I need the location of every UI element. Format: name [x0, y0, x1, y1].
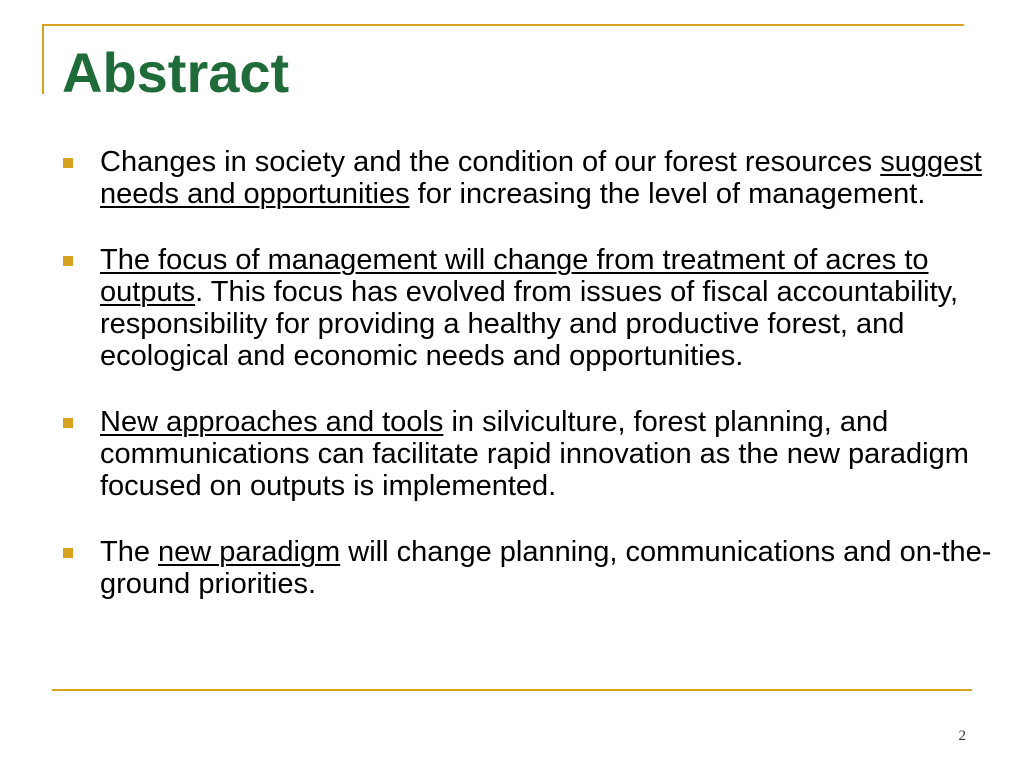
slide-title: Abstract: [62, 41, 290, 104]
bullet-text-segment: in silviculture, forest planning, and communications can facilitate rapid innovation as the new paradigm focused on outputs is implemented.: [100, 406, 969, 502]
bullet-text-segment: Changes in society and the condition of our forest resources: [100, 146, 881, 178]
bullet-item: [62, 146, 992, 210]
bullet-item: [62, 406, 992, 502]
square-bullet-icon: [63, 548, 73, 558]
bullet-item: [62, 536, 992, 600]
footer-rule: [52, 689, 972, 691]
bullet-item: [62, 244, 992, 372]
bullet-text-underlined: New approaches and tools: [100, 406, 444, 438]
square-bullet-icon: [63, 418, 73, 428]
bullet-text-segment: for increasing the level of management.: [409, 178, 926, 210]
bullet-list: [62, 146, 992, 634]
bullet-text-segment: will change planning, communications and on-the-ground priorities.: [100, 536, 992, 600]
square-bullet-icon: [63, 256, 73, 266]
bullet-text-underlined: new paradigm: [158, 536, 341, 568]
square-bullet-icon: [63, 158, 73, 168]
title-frame-top-rule: [42, 24, 964, 26]
bullet-text-segment: The: [100, 536, 159, 568]
page-number: 2: [958, 728, 966, 744]
bullet-text-underlined: The focus of management will change from treatment of acres to outputs: [100, 244, 929, 308]
bullet-text-segment: . This focus has evolved from issues of fiscal accountability, responsibility for providing a healthy and productive forest, and ecological and economic needs and opportunities.: [100, 276, 959, 372]
title-frame-left-rule: [42, 24, 44, 94]
bullet-text-underlined: suggest needs and opportunities: [100, 146, 982, 210]
